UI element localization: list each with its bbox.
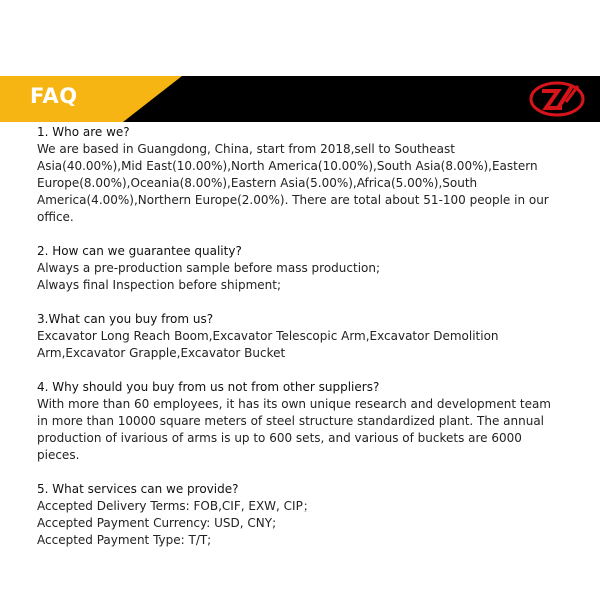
faq-answer-line: Accepted Payment Currency: USD, CNY;: [37, 516, 277, 530]
faq-question: 3.What can you buy from us?: [37, 312, 214, 326]
faq-item-who-are-we: [37, 124, 557, 226]
faq-answer: Excavator Long Reach Boom,Excavator Telescopic Arm,Excavator Demolition Arm,Excavator Grapple,Excavator Bucket: [37, 329, 499, 360]
faq-item-why-us: [37, 379, 557, 464]
faq-answer: We are based in Guangdong, China, start from 2018,sell to Southeast Asia(40.00%),Mid East(10.00%),North America(10.00%),South Asia(8.00%),Eastern Europe(8.00%),Oceania(8.00%),Eastern Asia(5.00%),Africa(5.00%),South America(4.00%),Northern Europe(2.00%). There are total about 51-100 people in our office.: [37, 142, 549, 224]
faq-question: 4. Why should you buy from us not from other suppliers?: [37, 380, 380, 394]
faq-item-services: [37, 481, 557, 549]
faq-item-quality: [37, 243, 557, 294]
faq-question: 2. How can we guarantee quality?: [37, 244, 242, 258]
faq-question: 5. What services can we provide?: [37, 482, 239, 496]
faq-answer-line: Always final Inspection before shipment;: [37, 278, 282, 292]
faq-answer-line: Accepted Payment Type: T/T;: [37, 533, 212, 547]
faq-question: 1. Who are we?: [37, 125, 130, 139]
faq-content: [37, 124, 557, 566]
brand-logo-icon: [528, 78, 586, 120]
faq-answer: With more than 60 employees, it has its own unique research and development team in more than 10000 square meters of steel structure standardized plant. The annual production of ivarious of arms is up to 600 sets, and various of buckets are 6000 pieces.: [37, 397, 551, 462]
faq-banner: [0, 76, 600, 122]
banner-background: [0, 76, 600, 122]
faq-answer-line: Accepted Delivery Terms: FOB,CIF, EXW, CIP；: [37, 499, 315, 513]
banner-title: FAQ: [30, 84, 78, 108]
faq-item-products: [37, 311, 557, 362]
faq-answer-line: Always a pre-production sample before mass production;: [37, 261, 381, 275]
